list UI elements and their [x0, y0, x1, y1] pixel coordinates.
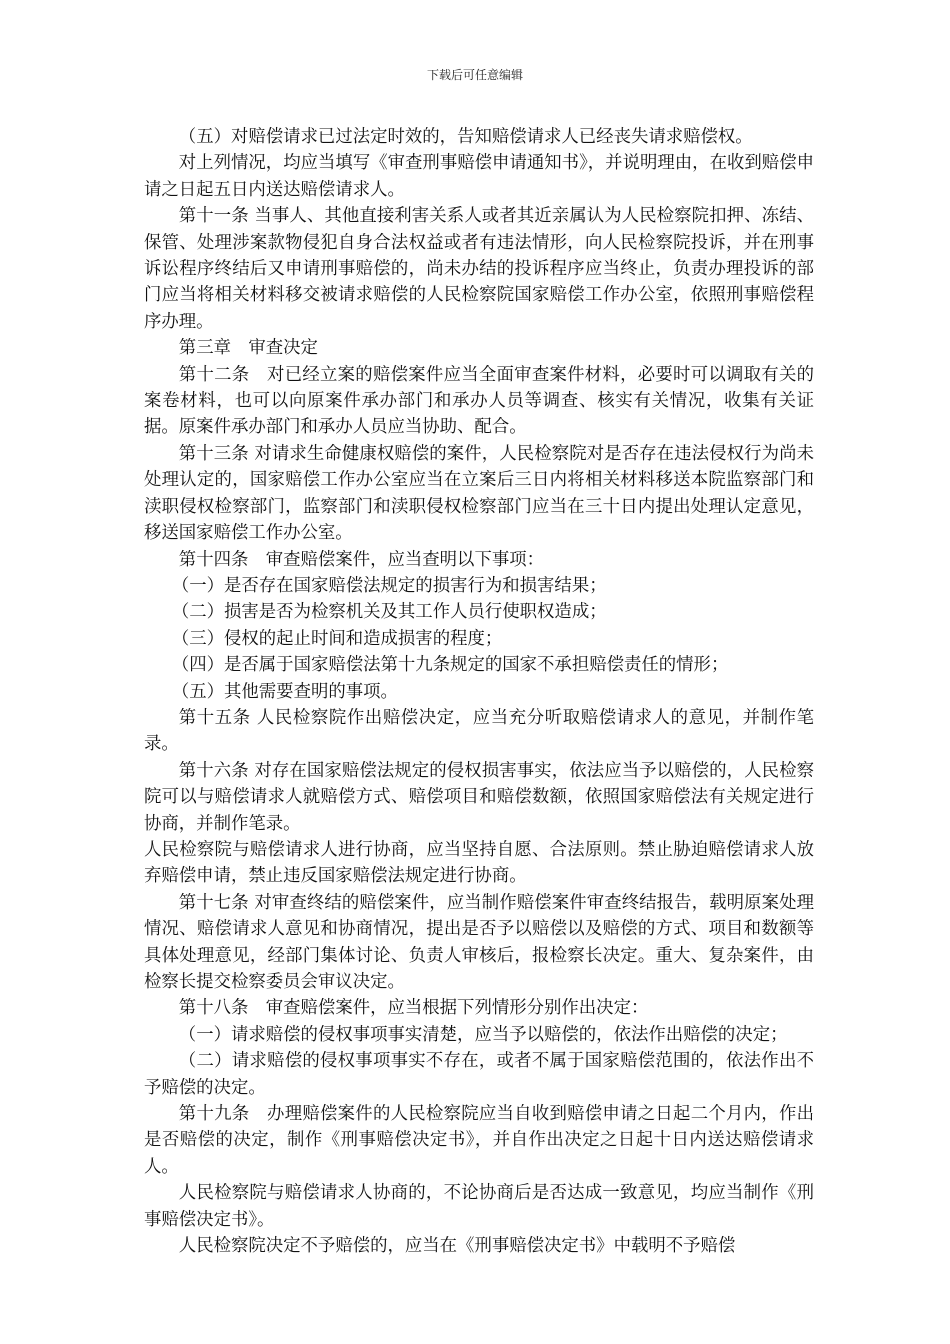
chapter-heading: 第三章 审查决定: [178, 338, 318, 359]
article-15: 第十五条 人民检察院作出赔偿决定，应当充分听取赔偿请求人的意见，并制作笔录。: [144, 707, 814, 755]
list-item: （二）请求赔偿的侵权事项事实不存在，或者不属于国家赔偿范围的，依法作出不予赔偿的决定。: [144, 1051, 814, 1098]
list-item: （二）损害是否为检察机关及其工作人员行使职权造成；: [171, 602, 607, 623]
article-14: 第十四条 审查赔偿案件，应当查明以下事项：: [178, 549, 545, 570]
list-item: （五）其他需要查明的事项。: [171, 681, 398, 702]
list-item: （一）请求赔偿的侵权事项事实清楚，应当予以赔偿的，依法作出赔偿的决定；: [178, 1024, 788, 1045]
article-16: 第十六条 对存在国家赔偿法规定的侵权损害事实，依法应当予以赔偿的，人民检察院可以与赔偿请求人就赔偿方式、赔偿项目和赔偿数额，依照国家赔偿法有关规定进行协商，并制作笔录。: [144, 760, 814, 834]
article-18: 第十八条 审查赔偿案件，应当根据下列情形分别作出决定：: [178, 998, 649, 1019]
article-19: 第十九条 办理赔偿案件的人民检察院应当自收到赔偿申请之日起二个月内，作出是否赔偿的决定，制作《刑事赔偿决定书》，并自作出决定之日起十日内送达赔偿请求人。: [144, 1104, 814, 1177]
list-item: （三）侵权的起止时间和造成损害的程度；: [171, 628, 503, 649]
paragraph: 人民检察院与赔偿请求人进行协商，应当坚持自愿、合法原则。禁止胁迫赔偿请求人放弃赔偿申请，禁止违反国家赔偿法规定进行协商。: [144, 839, 814, 887]
article-17: 第十七条 对审查终结的赔偿案件，应当制作赔偿案件审查终结报告，载明原案处理情况、赔偿请求人意见和协商情况，提出是否予以赔偿以及赔偿的方式、项目和数额等具体处理意见，经部门集体讨论、负责人审核后，报检察长决定。重大、复杂案件，由检察长提交检察委员会审议决定。: [144, 892, 814, 992]
document-body: [144, 124, 814, 1259]
list-item: （四）是否属于国家赔偿法第十九条规定的国家不承担赔偿责任的情形；: [171, 655, 729, 676]
page-header: 下载后可任意编辑: [426, 68, 523, 82]
list-item: （一）是否存在国家赔偿法规定的损害行为和损害结果；: [171, 575, 607, 596]
article-12: 第十二条 对已经立案的赔偿案件应当全面审查案件材料，必要时可以调取有关的案卷材料，也可以向原案件承办部门和承办人员等调查、核实有关情况，收集有关证据。原案件承办部门和承办人员应当协助、配合。: [144, 364, 814, 438]
article-11: 第十一条 当事人、其他直接利害关系人或者其近亲属认为人民检察院扣押、冻结、保管、处理涉案款物侵犯自身合法权益或者有违法情形，向人民检察院投诉，并在刑事诉讼程序终结后又申请刑事赔偿的，尚未办结的投诉程序应当终止，负责办理投诉的部门应当将相关材料移交被请求赔偿的人民检察院国家赔偿工作办公室，依照刑事赔偿程序办理。: [144, 206, 814, 332]
paragraph: 对上列情况，均应当填写《审查刑事赔偿申请通知书》，并说明理由，在收到赔偿申请之日起五日内送达赔偿请求人。: [144, 153, 814, 200]
paragraph: 人民检察院决定不予赔偿的，应当在《刑事赔偿决定书》中载明不予赔偿: [178, 1236, 736, 1257]
article-13: 第十三条 对请求生命健康权赔偿的案件，人民检察院对是否存在违法侵权行为尚未处理认定的，国家赔偿工作办公室应当在立案后三日内将相关材料移送本院监察部门和渎职侵权检察部门，监察部门和渎职侵权检察部门应当在三十日内提出处理认定意见，移送国家赔偿工作办公室。: [144, 443, 814, 544]
paragraph: （五）对赔偿请求已过法定时效的，告知赔偿请求人已经丧失请求赔偿权。: [178, 127, 753, 147]
paragraph: 人民检察院与赔偿请求人协商的，不论协商后是否达成一致意见，均应当制作《刑事赔偿决定书》。: [144, 1183, 814, 1230]
